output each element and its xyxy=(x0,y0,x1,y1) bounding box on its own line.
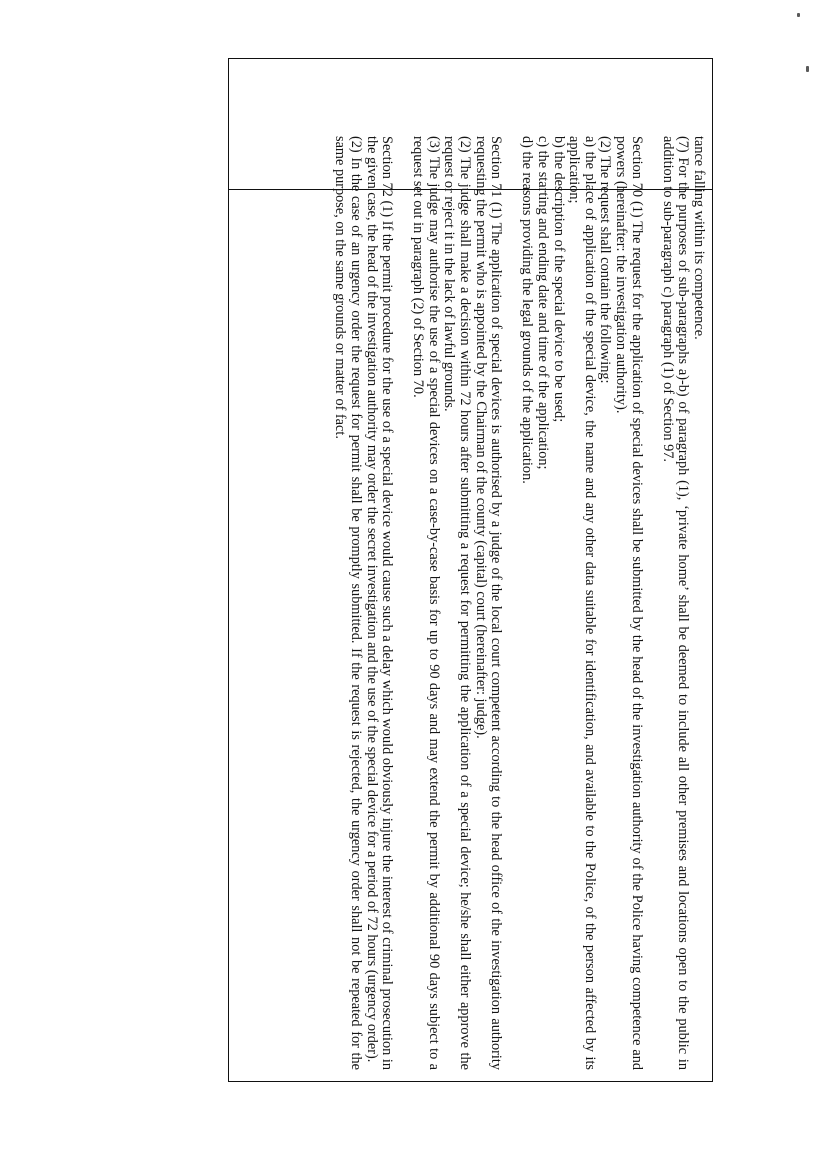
text-line: (2) The judge shall make a decision within 72 hours after submitting a request for permitting the application of a special device; he/she shall either approve the request or reject it in the lack of lawful grounds. xyxy=(441,136,474,1070)
text-line: d) the reasons providing the legal grounds of the application. xyxy=(519,136,536,484)
paragraph-section-71 xyxy=(410,136,504,1070)
text-line: Section 70 (1) The request for the application of special devices shall be submitted by the head of the investigation authority of the Police having competence and powers (hereinafter: the investigation authority). xyxy=(613,136,645,1070)
text-line: tance falling within its competence. xyxy=(691,136,707,340)
text-line: (3) The judge may authorise the use of a special devices on a case-by-case basis for up to 90 days and may extend the permit by additional 90 days subject to a request set out in paragraph (2) of Section 70. xyxy=(410,136,442,1070)
paragraph-gap xyxy=(503,136,519,1070)
document-text xyxy=(226,132,710,1078)
rotated-text-cell xyxy=(226,132,712,1080)
paragraph-section-69-continuation xyxy=(659,136,706,1070)
text-line: Section 72 (1) If the permit procedure for the use of a special device would cause such a delay which would obviously injure the interest of criminal prosecution in the given case, the head of the investigation authority may order the secret investigation and the use of the special device for a period of 72 hours (urgency order). xyxy=(363,136,396,1070)
text-line: (7) For the purposes of sub-paragraphs a)-b) of paragraph (1), ‘private home’ shall be deemed to include all other premises and locations open to the public in addition to sub-paragraph c) paragraph (1) of Section 97. xyxy=(659,136,692,1070)
paragraph-section-72 xyxy=(332,136,394,1070)
text-line: a) the place of application of the special device, the name and any other data suitable for identification, and available to the Police, of the person affected by its application; xyxy=(566,136,598,1070)
scan-speck xyxy=(806,66,809,72)
text-line: (2) The request shall contain the following: xyxy=(597,136,614,384)
text-line: b) the description of the special device to be used; xyxy=(550,136,567,423)
text-line: Section 71 (1) The application of special devices is authorised by a judge of the local court competent according to the head office of the investigation authority requesting the permit who is appointed by the Chairman of the county (capital) court (hereinafter: judge). xyxy=(472,136,505,1070)
text-line: (2) In the case of an urgency order the request for permit shall be promptly submitted. If the request is rejected, the urgency order shall not be repeated for the same purpose, on the same grounds or matter of fact. xyxy=(332,136,364,1070)
text-line: c) the starting and ending date and time of the application; xyxy=(535,136,552,470)
paragraph-gap xyxy=(644,136,660,1070)
paragraph-section-70 xyxy=(519,136,644,1070)
scan-speck xyxy=(797,13,800,17)
paragraph-gap xyxy=(394,136,410,1070)
